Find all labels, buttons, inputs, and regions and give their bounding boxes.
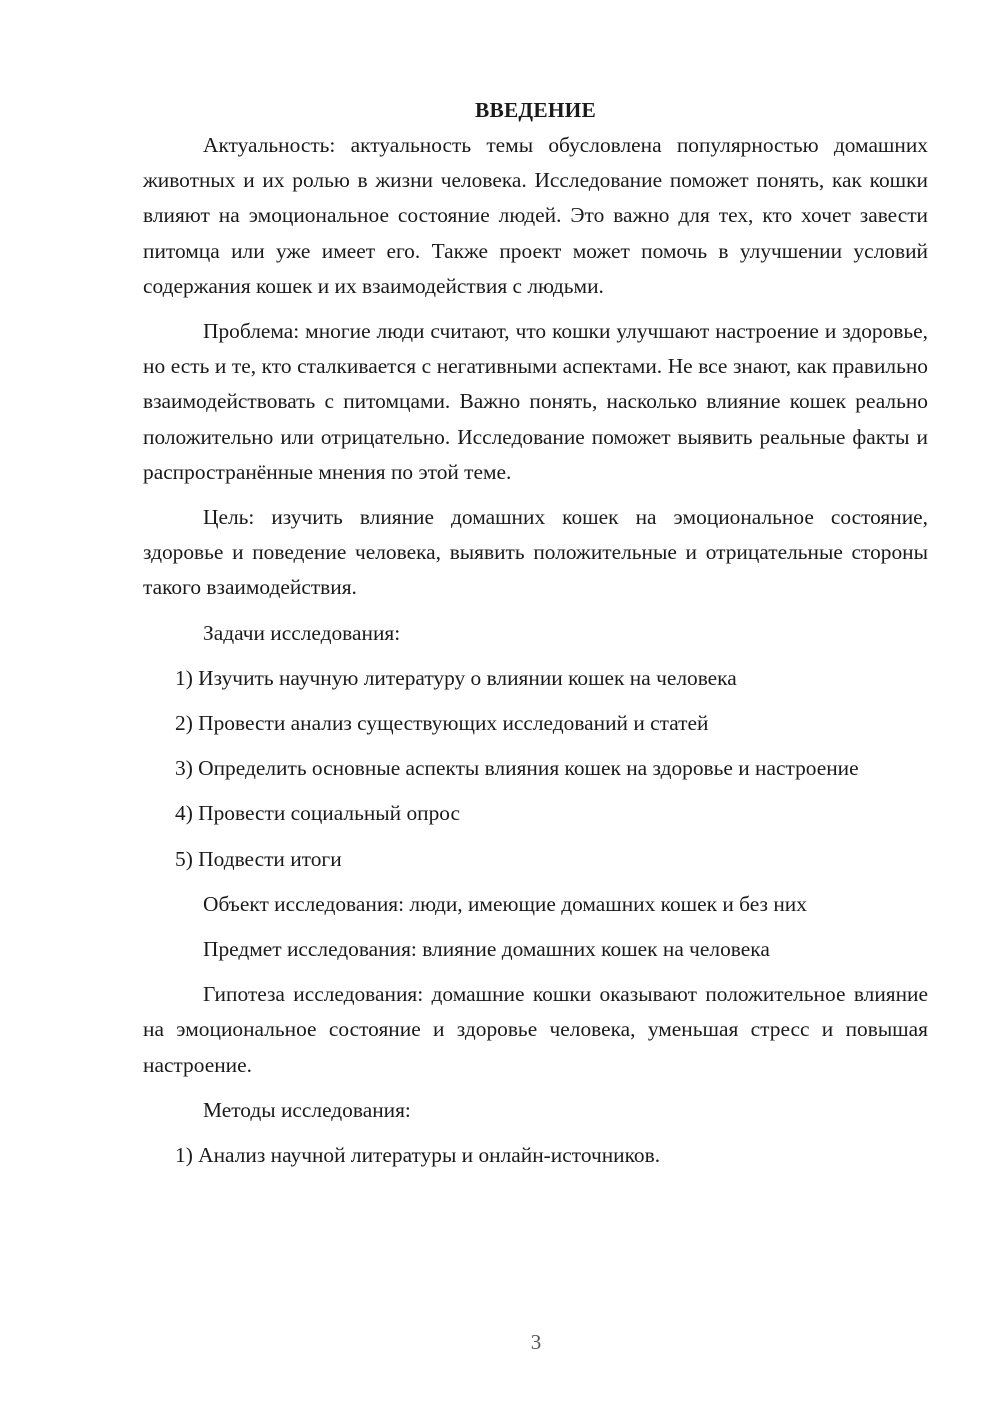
task-item-2: 2) Провести анализ существующих исследований и статей [175,711,709,736]
tasks-title: Задачи исследования: [203,620,401,645]
goal-paragraph: Цель: изучить влияние домашних кошек на эмоциональное состояние, здоровье и поведение человека, выявить положительные и отрицательные стороны такого взаимодействия. [143,505,928,600]
section-heading: ВВЕДЕНИЕ [475,98,596,122]
task-item-4: 4) Провести социальный опрос [175,801,461,826]
object-paragraph: Объект исследования: люди, имеющие домашних кошек и без них [203,891,807,916]
task-item-5: 5) Подвести итоги [175,846,342,871]
page-content [143,93,928,1183]
hypothesis-paragraph: Гипотеза исследования: домашние кошки оказывают положительное влияние на эмоциональное состояние и здоровье человека, уменьшая стресс и повышая настроение. [143,982,928,1077]
problem-paragraph: Проблема: многие люди считают, что кошки улучшают настроение и здоровье, но есть и те, кто сталкивается с негативными аспектами. Не все знают, как правильно взаимодействовать с питомцами. Важно понять, насколько влияние кошек реально положительно или отрицательно. Исследование поможет выявить реальные факты и распространённые мнения по этой теме. [143,319,928,484]
subject-paragraph: Предмет исследования: влияние домашних кошек на человека [203,937,770,962]
relevance-paragraph: Актуальность: актуальность темы обусловлена популярностью домашних животных и их ролью в жизни человека. Исследование поможет понять, как кошки влияют на эмоциональное состояние людей. Это важно для тех, кто хочет завести питомца или уже имеет его. Также проект может помочь в улучшении условий содержания кошек и их взаимодействия с людьми. [143,133,928,298]
task-item-1: 1) Изучить научную литературу о влиянии кошек на человека [175,665,737,690]
methods-title: Методы исследования: [203,1097,411,1122]
method-item-1: 1) Анализ научной литературы и онлайн-источников. [175,1143,661,1168]
task-item-3: 3) Определить основные аспекты влияния кошек на здоровье и настроение [175,756,859,781]
page-number: 3 [530,1330,542,1354]
